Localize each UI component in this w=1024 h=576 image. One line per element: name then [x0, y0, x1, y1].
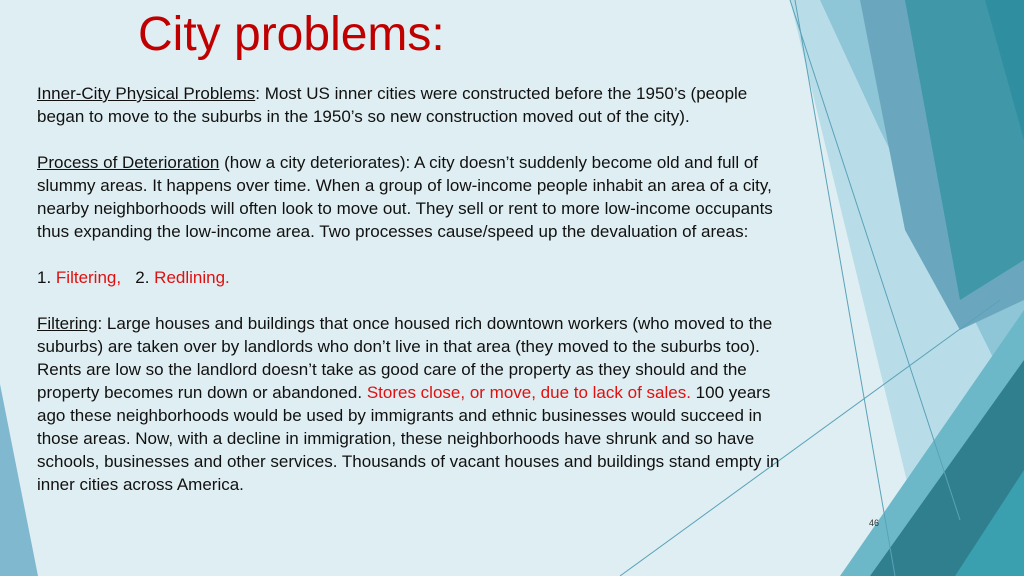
- paragraph-processes: [37, 266, 797, 289]
- paragraph-inner-city: [37, 82, 797, 128]
- heading-deterioration: Process of Deterioration: [37, 153, 220, 172]
- item-redlining: Redlining.: [154, 268, 230, 287]
- text-filtering-1: : Large houses and buildings that once housed rich downtown workers (who moved to the suburbs) are taken over by landlords who don’t live in that area (they moved to the suburbs too). Rents are low so the landlord doesn’t take as good care of the property as they should and the property becomes run down or abandoned.: [37, 314, 773, 402]
- heading-inner-city: Inner-City Physical Problems: [37, 84, 256, 103]
- slide-body: [37, 82, 797, 519]
- number-1: 1.: [37, 268, 56, 287]
- number-2: 2.: [121, 268, 155, 287]
- left-corner-triangle: [0, 384, 38, 576]
- paragraph-deterioration: [37, 151, 797, 243]
- paragraph-filtering: [37, 312, 797, 496]
- slide-title: City problems:: [138, 8, 445, 61]
- text-deterioration: (how a city deteriorates): A city doesn’t suddenly become old and full of slummy areas. It happens over time. When a group of low-income people inhabit an area of a city, nearby neighborhoods will often look to move out. They sell or rent to more low-income occupants thus expanding the low-income area. Two processes cause/speed up the devaluation of areas:: [37, 153, 773, 241]
- text-inner-city: : Most US inner cities were constructed before the 1950’s (people began to move to the suburbs in the 1950’s so new construction moved out of the city).: [37, 84, 748, 126]
- text-filtering-highlight: Stores close, or move, due to lack of sales.: [366, 383, 691, 402]
- page-number: 46: [869, 518, 880, 528]
- item-filtering: Filtering,: [55, 268, 122, 287]
- heading-filtering: Filtering: [37, 314, 98, 333]
- text-filtering-2: 100 years ago these neighborhoods would be used by immigrants and ethnic businesses would succeed in those areas. Now, with a decline in immigration, these neighborhoods have shrunk and so have schools, businesses and other services. Thousands of vacant houses and buildings stand empty in inner cities across America.: [37, 383, 780, 494]
